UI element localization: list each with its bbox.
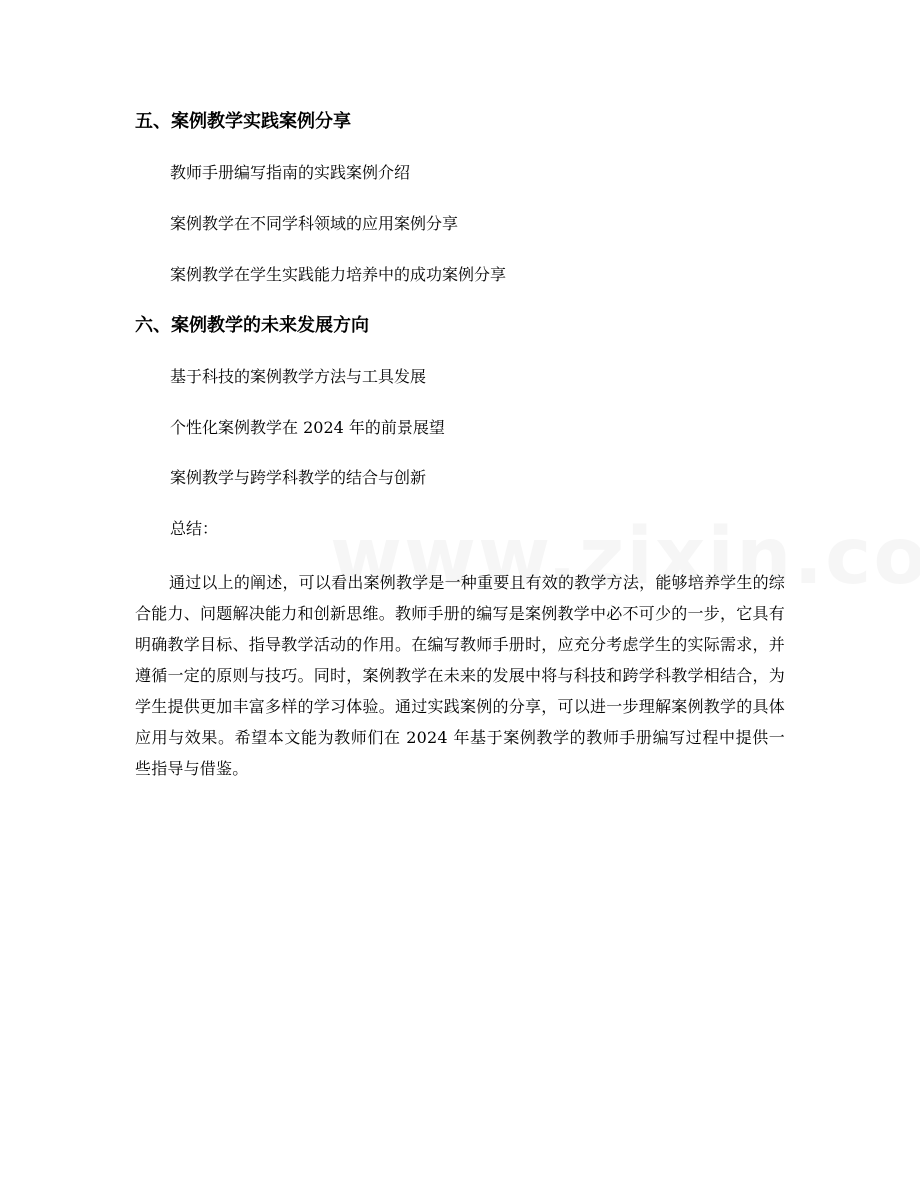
section-5-item-3: 案例教学在学生实践能力培养中的成功案例分享 [170,265,507,284]
section-5-heading: 五、案例教学实践案例分享 [135,111,351,132]
section-6-item-1: 基于科技的案例教学方法与工具发展 [170,367,427,386]
section-6-item-3: 案例教学与跨学科教学的结合与创新 [170,468,427,487]
summary-paragraph: 通过以上的阐述，可以看出案例教学是一种重要且有效的教学方法，能够培养学生的综合能力、问题解决能力和创新思维。教师手册的编写是案例教学中必不可少的一步，它具有明确教学目标、指导教学活动的作用。在编写教师手册时，应充分考虑学生的实际需求，并遵循一定的原则与技巧。同时，案例教学在未来的发展中将与科技和跨学科教学相结合，为学生提供更加丰富多样的学习体验。通过实践案例的分享，可以进一步理解案例教学的具体应用与效果。希望本文能为教师们在 2024 年基于案例教学的教师手册编写过程中提供一些指导与借鉴。 [135,573,785,778]
section-6-item-2: 个性化案例教学在 2024 年的前景展望 [170,418,445,437]
section-6-heading: 六、案例教学的未来发展方向 [135,315,369,336]
summary-label: 总结： [170,519,219,538]
section-5-item-2: 案例教学在不同学科领域的应用案例分享 [170,214,459,233]
section-5-item-1: 教师手册编写指南的实践案例介绍 [170,163,411,182]
